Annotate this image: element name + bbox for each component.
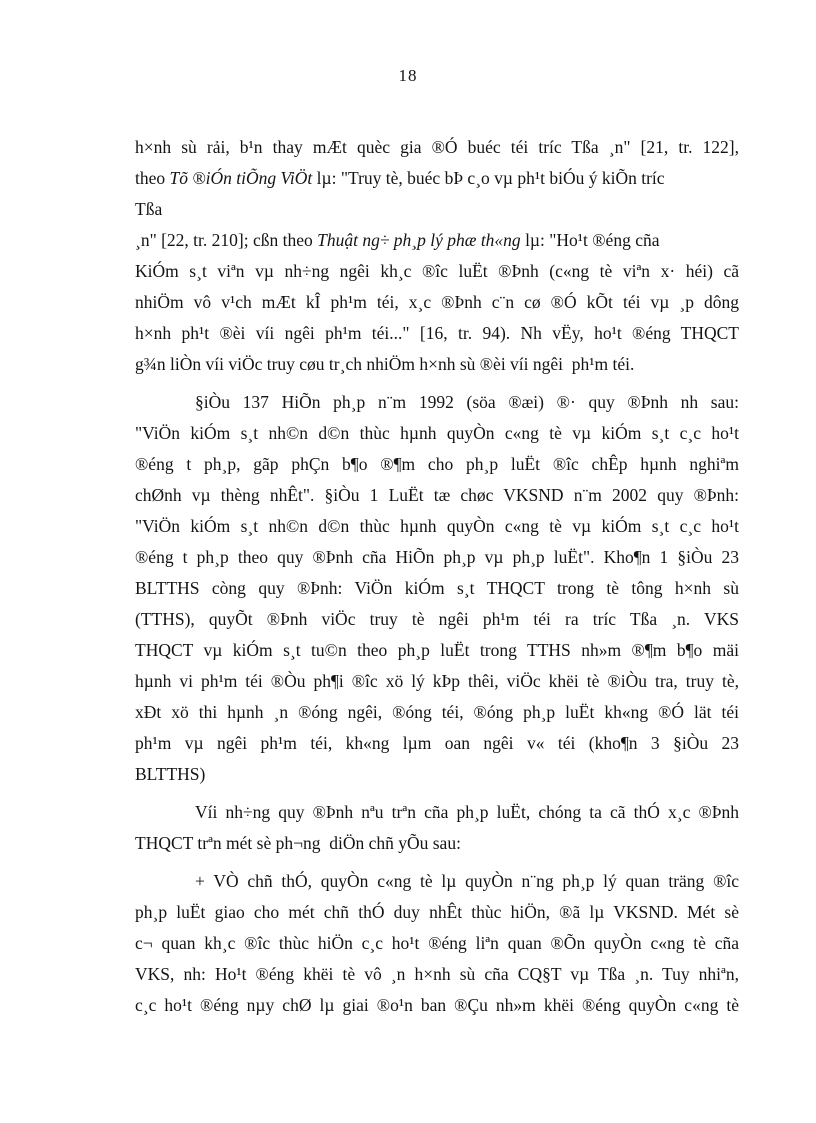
text-line — [135, 322, 739, 344]
text-line — [135, 453, 739, 475]
text-run: §iÒu 137 HiÕn ph¸p n¨m 1992 (söa ®æi) ®· quy ®Þnh nh sau: — [195, 392, 739, 412]
text-line — [135, 670, 739, 692]
text-line — [135, 608, 739, 630]
text-run: ph¸p luËt giao cho mét chñ thÓ duy nhÊt thùc hiÖn, ®ã lµ VKSND. Mét sè — [135, 902, 739, 922]
text-run: ®éng t ph¸p, gãp phÇn b¶o ®¶m cho ph¸p luËt ®îc chÊp hµnh nghiªm — [135, 454, 739, 474]
text-run: THQCT vµ kiÓm s¸t tu©n theo ph¸p luËt trong TTHS nh»m ®¶m b¶o mäi — [135, 640, 739, 660]
text-line — [195, 870, 739, 892]
text-run: xÐt xö thi hµnh ¸n ®óng ngêi, ®óng téi, ®óng ph¸p luËt kh«ng ®Ó lät téi — [135, 702, 739, 722]
text-line — [135, 639, 739, 661]
text-run: chØnh vµ thèng nhÊt". §iÒu 1 LuËt tæ chøc VKSND n¨m 2002 quy ®Þnh: — [135, 485, 739, 505]
text-run: c¸c ho¹t ®éng nµy chØ lµ giai ®o¹n ban ®Çu nh»m khëi ®éng quyÒn c«ng tè — [135, 995, 739, 1015]
text-line — [135, 484, 739, 506]
text-line — [135, 994, 739, 1016]
text-line — [135, 577, 739, 599]
text-line — [135, 260, 739, 282]
text-run: ¸n" [22, tr. 210]; cßn theo — [135, 230, 318, 250]
text-line — [135, 546, 739, 568]
text-run: Tßa — [135, 199, 163, 219]
text-run: c¬ quan kh¸c ®îc thùc hiÖn c¸c ho¹t ®éng liªn quan ®Õn quyÒn c«ng tè cña — [135, 933, 739, 953]
text-run: BLTTHS) — [135, 764, 206, 784]
text-line — [135, 136, 739, 158]
text-run: (TTHS), quyÕt ®Þnh viÖc truy tè ngêi ph¹m téi ra tríc Tßa ¸n. VKS — [135, 609, 739, 629]
text-line — [135, 932, 739, 954]
text-line — [135, 229, 659, 251]
text-line — [135, 732, 739, 754]
text-run: ph¹m vµ ngêi ph¹m téi, kh«ng lµm oan ngêi v« téi (kho¶n 3 §iÒu 23 — [135, 733, 739, 753]
text-run: THQCT trªn mét sè ph¬ng diÖn chñ yÕu sau: — [135, 833, 461, 853]
text-line — [195, 391, 739, 413]
text-line — [135, 291, 739, 313]
text-line — [135, 763, 205, 785]
text-line — [135, 422, 739, 444]
text-line — [195, 801, 739, 823]
text-run: lµ: "Truy tè, buéc bÞ c¸o vµ ph¹t biÓu ý kiÕn tríc — [312, 168, 665, 188]
text-run: + VÒ chñ thÓ, quyÒn c«ng tè lµ quyÒn n¨ng ph¸p lý quan träng ®îc — [195, 871, 739, 891]
text-run: KiÓm s¸t viªn vµ nh÷ng ngêi kh¸c ®îc luËt ®Þnh (c«ng tè viªn x· héi) cã — [135, 261, 739, 281]
text-run: hµnh vi ph¹m téi ®Òu ph¶i ®îc xö lý kÞp thêi, viÖc khëi tè ®iÒu tra, truy tè, — [135, 671, 739, 691]
text-run: ®éng t ph¸p theo quy ®Þnh cña HiÕn ph¸p vµ ph¸p luËt". Kho¶n 1 §iÒu 23 — [135, 547, 739, 567]
italic-text: Thuật ng÷ ph¸p lý phæ th«ng — [317, 230, 521, 250]
text-run: "ViÖn kiÓm s¸t nh©n d©n thùc hµnh quyÒn c«ng tè vµ kiÓm s¸t c¸c ho¹t — [135, 516, 739, 536]
page-number: 18 — [398, 66, 418, 85]
text-line — [135, 198, 162, 220]
text-run: lµ: "Ho¹t ®éng cña — [520, 230, 660, 250]
text-run: BLTTHS còng quy ®Þnh: ViÖn kiÓm s¸t THQCT trong tè tông h×nh sù — [135, 578, 739, 598]
text-run: g¾n liÒn víi viÖc truy cøu tr¸ch nhiÖm h×nh sù ®èi víi ngêi ph¹m téi. — [135, 354, 635, 374]
text-line — [135, 701, 739, 723]
text-run: Víi nh÷ng quy ®Þnh nªu trªn cña ph¸p luËt, chóng ta cã thÓ x¸c ®Þnh — [195, 802, 739, 822]
text-line — [135, 515, 739, 537]
text-line — [135, 901, 739, 923]
text-line — [135, 832, 461, 854]
text-run: h×nh sù rải, b¹n thay mÆt quèc gia ®Ó buéc téi tríc Tßa ¸n" [21, tr. 122], — [135, 137, 739, 157]
text-line — [135, 353, 634, 375]
text-run: "ViÖn kiÓm s¸t nh©n d©n thùc hµnh quyÒn c«ng tè vµ kiÓm s¸t c¸c ho¹t — [135, 423, 739, 443]
text-run: nhiÖm vô v¹ch mÆt kÎ ph¹m téi, x¸c ®Þnh c¨n cø ®Ó kÕt téi vµ ¸p dông — [135, 292, 739, 312]
text-line — [135, 167, 665, 189]
text-run: theo — [135, 168, 170, 188]
text-run: h×nh ph¹t ®èi víi ngêi ph¹m téi..." [16, tr. 94). Nh vËy, ho¹t ®éng THQCT — [135, 323, 739, 343]
text-run: VKS, nh: Ho¹t ®éng khëi tè vô ¸n h×nh sù cña CQ§T vµ Tßa ¸n. Tuy nhiªn, — [135, 964, 739, 984]
text-line — [135, 963, 739, 985]
italic-text: Tõ ®iÓn tiÕng ViÖt — [169, 168, 313, 188]
